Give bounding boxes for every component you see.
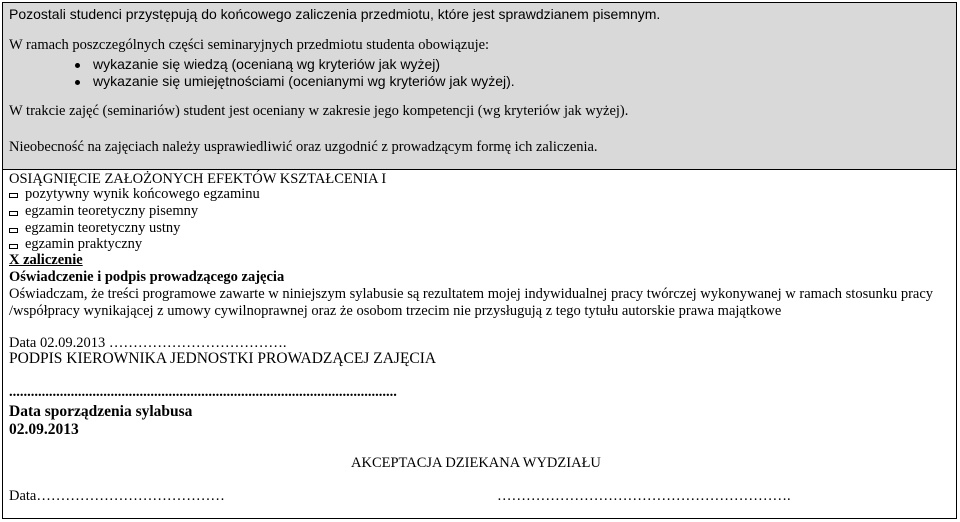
checkbox-icon (9, 211, 18, 216)
option-oral-exam: egzamin teoretyczny ustny (25, 220, 181, 236)
instructor-declaration-heading: Oświadczenie i podpis prowadzącego zajęcia (9, 269, 285, 285)
checkbox-icon (9, 193, 18, 198)
syllabus-date-label: Data sporządzenia sylabusa (9, 403, 193, 420)
option-final-exam: pozytywny wynik końcowego egzaminu (25, 186, 260, 202)
checkbox-icon (9, 244, 18, 249)
unit-head-signature-heading: PODPIS KIEROWNIKA JEDNOSTKI PROWADZĄCEJ ZAJĘCIA (9, 350, 437, 367)
syllabus-date-value: 02.09.2013 (9, 421, 79, 438)
option-written-exam: egzamin teoretyczny pisemny (25, 203, 199, 219)
declaration-text-line1: Oświadczam, że treści programowe zawarte w niniejszym sylabusie są rezultatem mojej indywidualnej pracy twórczej wykonywanej w ramach stosunku pracy (9, 286, 934, 302)
absence-note: Nieobecność na zajęciach należy usprawiedliwić oraz uzgodnić z prowadzącym formę ich zaliczenia. (9, 139, 598, 155)
bullet-icon (75, 63, 80, 68)
instructor-date: Data 02.09.2013 ………………………………. (9, 335, 287, 351)
checkbox-icon (9, 228, 18, 233)
requirement-skills: wykazanie się umiejętnościami (ocenianymi wg kryteriów jak wyżej). (93, 73, 515, 89)
dean-acceptance-heading: AKCEPTACJA DZIEKANA WYDZIAŁU (351, 455, 601, 471)
dean-signature-line: ……………………………………………………. (497, 488, 791, 504)
selected-option-pass: X zaliczenie (9, 252, 83, 268)
unit-head-signature-line: ........................................................................................................... (9, 384, 397, 400)
bullet-icon (75, 80, 80, 85)
declaration-text-line2: /współpracy wynikającej z umowy cywilnoprawnej oraz że osobom trzecim nie przysługują z tego tytułu autorskie prawa majątkowe (9, 303, 782, 319)
syllabus-page (2, 2, 957, 519)
option-practical-exam: egzamin praktyczny (25, 236, 143, 252)
final-exam-note: Pozostali studenci przystępują do końcowego zaliczenia przedmiotu, które jest sprawdzianem pisemnym. (9, 6, 661, 22)
seminar-requirements-intro: W ramach poszczególnych części seminaryjnych przedmiotu studenta obowiązuje: (9, 37, 490, 53)
requirement-knowledge: wykazanie się wiedzą (ocenianą wg kryteriów jak wyżej) (93, 56, 441, 72)
dean-date-line: Data………………………………… (9, 488, 225, 504)
seminar-competence-note: W trakcie zajęć (seminariów) student jest oceniany w zakresie jego kompetencji (wg kryteriów jak wyżej). (9, 103, 629, 119)
learning-outcomes-heading: OSIĄGNIĘCIE ZAŁOŻONYCH EFEKTÓW KSZTAŁCENIA I (9, 171, 387, 187)
